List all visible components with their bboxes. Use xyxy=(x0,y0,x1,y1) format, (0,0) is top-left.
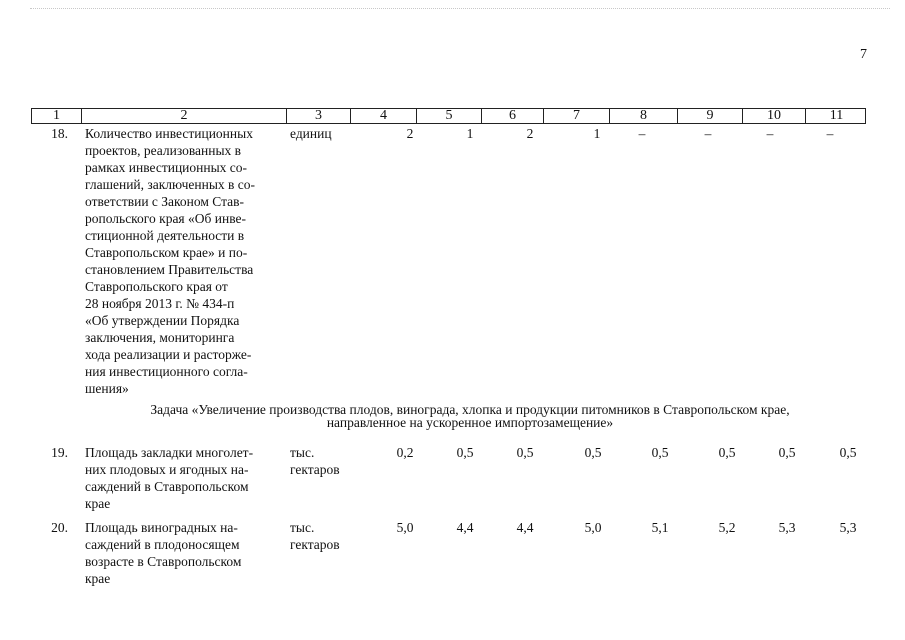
value-col-10: 0,5 xyxy=(778,445,796,460)
header-col-8: 8 xyxy=(609,109,677,123)
header-col-11: 11 xyxy=(805,109,867,123)
value-col-7: 0,5 xyxy=(584,445,602,460)
task-heading-line: Задача «Увеличение производства плодов, винограда, хлопка и продукции питомников в Ставропольском крае, xyxy=(150,402,790,417)
task-heading xyxy=(100,403,840,429)
value-col-6: 0,5 xyxy=(516,445,534,460)
row-number: 20. xyxy=(51,520,68,535)
value-col-10: 5,3 xyxy=(778,520,796,535)
header-col-2: 2 xyxy=(81,109,286,123)
value-col-5: 0,5 xyxy=(456,445,474,460)
value-col-4: 5,0 xyxy=(396,520,414,535)
value-col-9: 5,2 xyxy=(718,520,736,535)
unit-text: тыс. гектаров xyxy=(290,445,340,477)
value-col-8: – xyxy=(638,126,646,141)
header-col-5: 5 xyxy=(416,109,481,123)
header-col-6: 6 xyxy=(481,109,543,123)
column-number-header xyxy=(31,108,866,124)
unit-text: единиц xyxy=(290,126,332,141)
header-col-9: 9 xyxy=(677,109,742,123)
value-col-4: 0,2 xyxy=(396,445,414,460)
value-col-5: 1 xyxy=(466,126,474,141)
value-col-11: 5,3 xyxy=(839,520,857,535)
page-number: 7 xyxy=(860,47,867,62)
value-col-6: 2 xyxy=(526,126,534,141)
header-col-3: 3 xyxy=(286,109,350,123)
value-col-4: 2 xyxy=(406,126,414,141)
value-col-8: 0,5 xyxy=(651,445,669,460)
value-col-10: – xyxy=(766,126,774,141)
value-col-5: 4,4 xyxy=(456,520,474,535)
header-col-1: 1 xyxy=(53,108,60,123)
indicator-text: Площадь виноградных на- саждений в плодоносящем возрасте в Ставропольском крае xyxy=(85,520,242,586)
header-col-4: 4 xyxy=(350,109,416,123)
value-col-7: 5,0 xyxy=(584,520,602,535)
header-col-7: 7 xyxy=(543,109,609,123)
value-col-9: 0,5 xyxy=(718,445,736,460)
indicator-text: Количество инвестиционных проектов, реализованных в рамках инвестиционных со- глашений, заключенных в со- ответствии с Законом Став- ропольского края «Об инве- стиционной деятельности в Ставропольском крае» и по- становлением Правительства Ставропольского края от 28 ноября 2013 г. № 434-п «Об утверждении Порядка заключения, мониторинга хода реализации и расторже- ния инвестиционного согла- шения» xyxy=(85,126,255,396)
value-col-6: 4,4 xyxy=(516,520,534,535)
value-col-11: – xyxy=(826,126,834,141)
value-col-9: – xyxy=(704,126,712,141)
header-col-10: 10 xyxy=(742,109,805,123)
value-col-11: 0,5 xyxy=(839,445,857,460)
value-col-8: 5,1 xyxy=(651,520,669,535)
unit-text: тыс. гектаров xyxy=(290,520,340,552)
row-number: 18. xyxy=(51,126,68,141)
value-col-7: 1 xyxy=(593,126,601,141)
row-number: 19. xyxy=(51,445,68,460)
scan-artifact-line xyxy=(30,8,890,9)
indicator-text: Площадь закладки многолет- них плодовых и ягодных на- саждений в Ставропольском крае xyxy=(85,445,254,511)
task-heading-line: направленное на ускоренное импортозамещение» xyxy=(326,415,614,430)
